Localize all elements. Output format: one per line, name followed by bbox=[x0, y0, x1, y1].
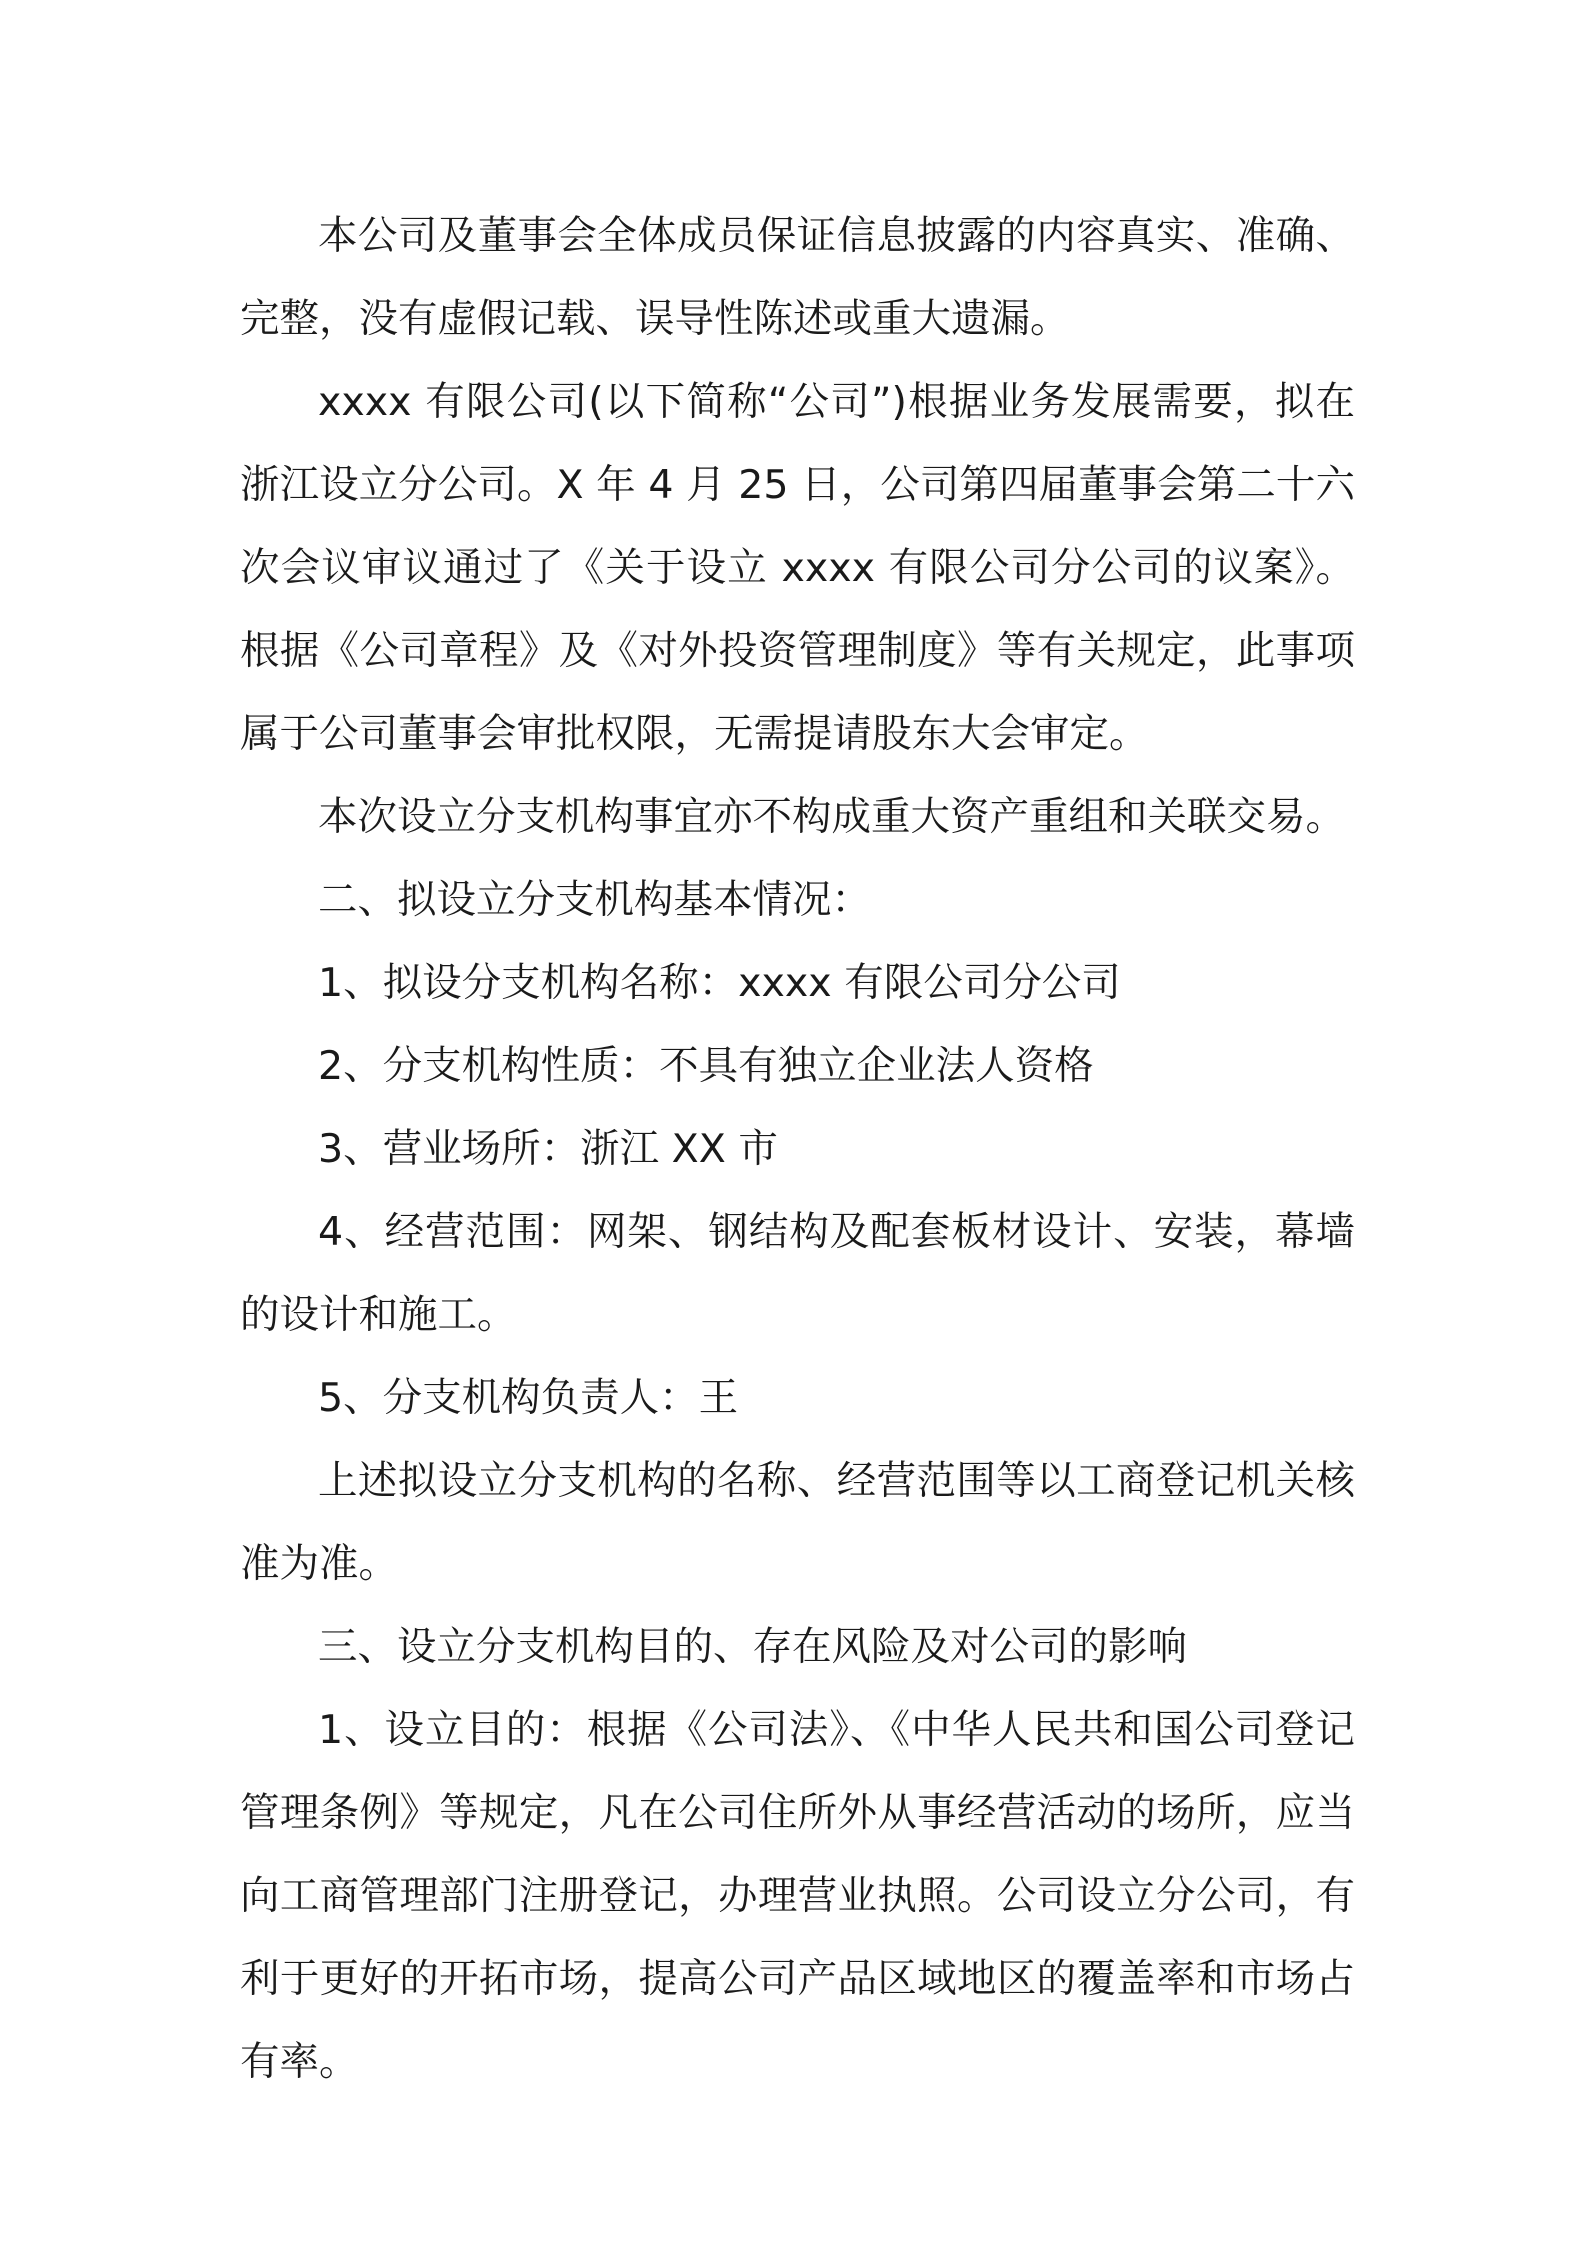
section-heading-basic-info: 二、拟设立分支机构基本情况： bbox=[318, 877, 871, 923]
list-item-business-location: 3、营业场所：浙江 XX 市 bbox=[318, 1126, 778, 1172]
list-item-branch-name: 1、拟设分支机构名称：xxxx 有限公司分公司 bbox=[318, 960, 1121, 1006]
list-item-branch-manager: 5、分支机构负责人：王 bbox=[318, 1375, 739, 1421]
list-item-purpose: 1、设立目的：根据《公司法》、《中华人民共和国公司登记管理条例》等规定，凡在公司住所外从事经营活动的场所，应当向工商管理部门注册登记，办理营业执照。公司设立分公司，有利于更好的开拓市场，提高公司产品区域地区的覆盖率和市场占有率。 bbox=[240, 1707, 1355, 2085]
paragraph-approval-note: 上述拟设立分支机构的名称、经营范围等以工商登记机关核准为准。 bbox=[240, 1458, 1355, 1587]
list-item-business-scope: 4、经营范围：网架、钢结构及配套板材设计、安装，幕墙的设计和施工。 bbox=[240, 1209, 1355, 1338]
paragraph-disclosure-statement: 本公司及董事会全体成员保证信息披露的内容真实、准确、完整，没有虚假记载、误导性陈述或重大遗漏。 bbox=[240, 213, 1355, 342]
section-heading-purpose-risk: 三、设立分支机构目的、存在风险及对公司的影响 bbox=[318, 1624, 1187, 1670]
list-item-branch-nature: 2、分支机构性质：不具有独立企业法人资格 bbox=[318, 1043, 1094, 1089]
document-body bbox=[240, 195, 1355, 2104]
paragraph-no-major-restructuring: 本次设立分支机构事宜亦不构成重大资产重组和关联交易。 bbox=[318, 794, 1345, 840]
paragraph-background: xxxx 有限公司(以下简称“公司”)根据业务发展需要，拟在浙江设立分公司。X 年 4 月 25 日，公司第四届董事会第二十六次会议审议通过了《关于设立 xxxx 有限公司分公司的议案》。根据《公司章程》及《对外投资管理制度》等有关规定，此事项属于公司董事会审批权限，无需提请股东大会审定。 bbox=[240, 379, 1355, 757]
